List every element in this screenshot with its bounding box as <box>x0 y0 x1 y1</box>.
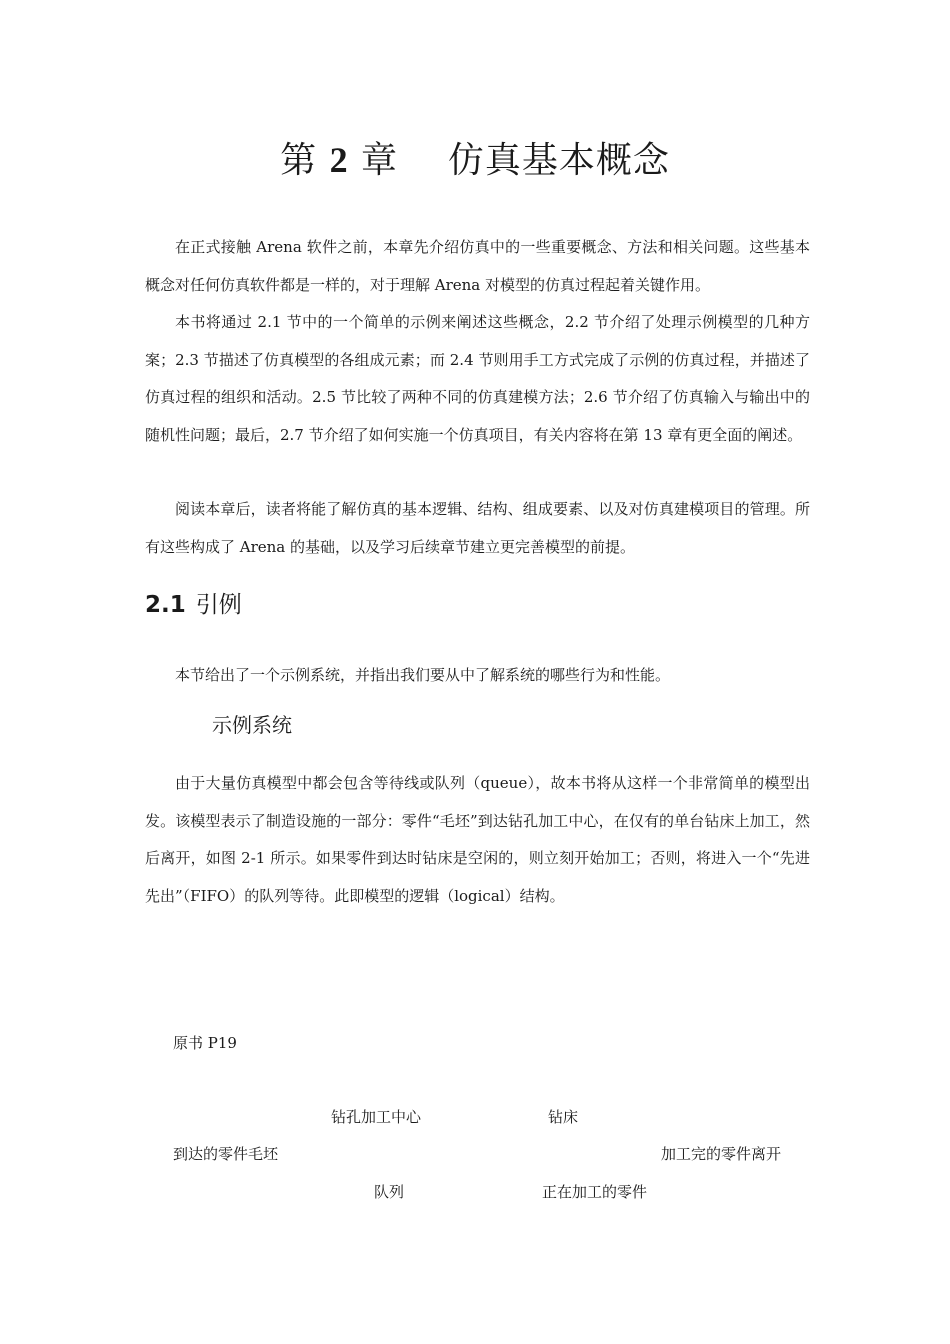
chapter-title <box>0 132 950 183</box>
figure-label-drill-center: 钻孔加工中心 <box>331 1108 422 1126</box>
intro-paragraph-2: 本书将通过 2.1 节中的一个简单的示例来阐述这些概念，2.2 节介绍了处理示例模型的几种方案；2.3 节描述了仿真模型的各组成元素；而 2.4 节则用手工方式完成了示例的仿真过程，并描述了仿真过程的组织和活动。2.5 节比较了两种不同的仿真建模方法；2.6 节介绍了仿真输入与输出中的随机性问题；最后，2.7 节介绍了如何实施一个仿真项目，有关内容将在第 13 章有更全面的阐述。 <box>145 313 810 444</box>
source-note: 原书 P19 <box>173 1034 237 1052</box>
section-number: 2.1 <box>145 592 186 618</box>
figure-label-drill-press: 钻床 <box>548 1108 579 1126</box>
section-heading <box>145 586 242 619</box>
intro-paragraph-3: 阅读本章后，读者将能了解仿真的基本逻辑、结构、组成要素、以及对仿真建模项目的管理。所有这些构成了 Arena 的基础，以及学习后续章节建立更完善模型的前提。 <box>145 500 810 556</box>
figure-label-arriving-parts: 到达的零件毛坯 <box>173 1145 279 1163</box>
figure-label-queue: 队列 <box>374 1183 405 1201</box>
figure-label-part-in-process: 正在加工的零件 <box>542 1183 648 1201</box>
subsection-heading: 示例系统 <box>212 713 292 737</box>
chapter-suffix: 章 <box>361 140 399 181</box>
section-body-paragraph: 由于大量仿真模型中都会包含等待线或队列（queue），故本书将从这样一个非常简单的模型出发。该模型表示了制造设施的一部分：零件“毛坯”到达钻孔加工中心，在仅有的单台钻床上加工，然后离开，如图 2-1 所示。如果零件到达时钻床是空闲的，则立刻开始加工；否则，将进入一个“先进先出”（FIFO）的队列等待。此即模型的逻辑（logical）结构。 <box>145 774 810 905</box>
figure-label-departing-parts: 加工完的零件离开 <box>661 1145 782 1163</box>
section-intro-paragraph: 本节给出了一个示例系统，并指出我们要从中了解系统的哪些行为和性能。 <box>175 666 671 684</box>
intro-paragraph-1: 在正式接触 Arena 软件之前，本章先介绍仿真中的一些重要概念、方法和相关问题。这些基本概念对任何仿真软件都是一样的，对于理解 Arena 对模型的仿真过程起着关键作用。 <box>145 238 810 294</box>
chapter-number: 2 <box>329 140 349 180</box>
section-title: 引例 <box>195 592 242 618</box>
chapter-prefix: 第 <box>280 140 318 181</box>
chapter-name: 仿真基本概念 <box>447 140 670 181</box>
